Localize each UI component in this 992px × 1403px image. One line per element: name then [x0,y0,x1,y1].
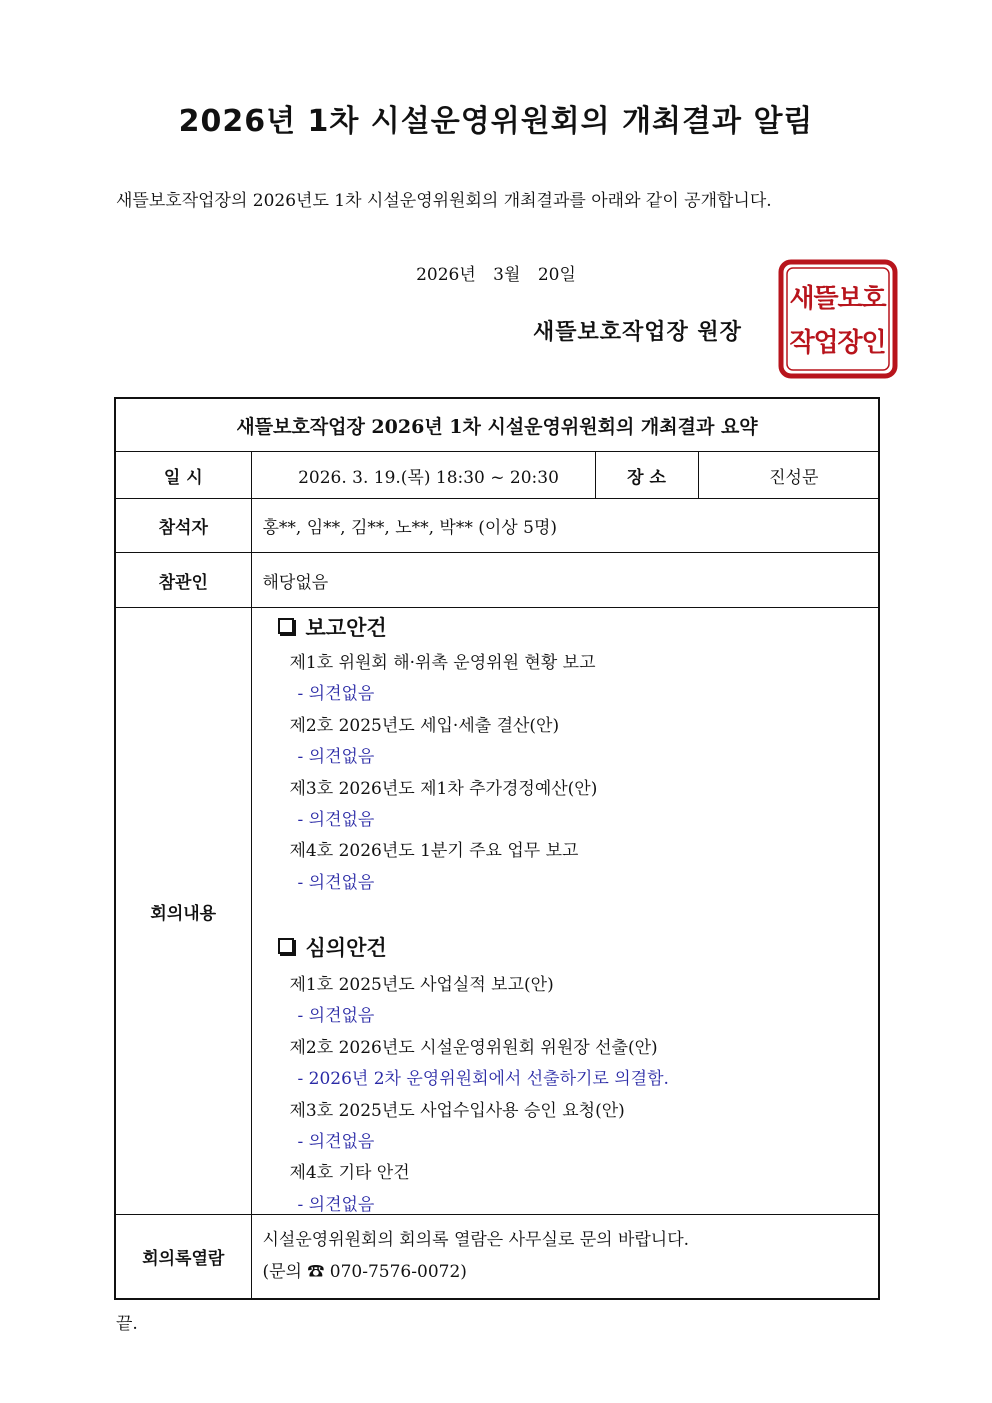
meeting-content [251,608,879,1215]
summary-header: 새뜰보호작업장 2026년 1차 시설운영위원회의 개최결과 요약 [115,398,879,452]
seal-char: 뜰 [813,284,839,314]
report-item-4: 제4호 2026년도 1분기 주요 업무 보고 [289,841,579,861]
report-opinion-1: - 의견없음 [297,684,375,704]
report-item-2: 제2호 2025년도 세입·세출 결산(안) [289,716,560,736]
checkbox-icon [278,938,294,954]
official-seal [778,259,898,379]
deliberation-item-1: 제1호 2025년도 사업실적 보고(안) [289,975,554,995]
contact-phone: 070-7576-0072) [329,1262,467,1283]
report-opinion-3: - 의견없음 [297,810,375,830]
observers-value: 해당없음 [251,553,879,608]
minutes-value [251,1215,879,1299]
summary-table [114,397,880,1300]
report-section-label: 보고안건 [305,615,387,640]
report-opinion-2: - 의견없음 [297,747,375,767]
deliberation-item-3: 제3호 2025년도 사업수입사용 승인 요청(안) [289,1101,625,1121]
deliberation-section-label: 심의안건 [305,935,387,960]
checkbox-icon [278,618,294,634]
issuer-name: 새뜰보호작업장 원장 [533,319,742,345]
seal-char: 작 [789,328,815,358]
minutes-label: 회의록열람 [115,1215,251,1299]
report-section-title [278,612,387,642]
report-item-1: 제1호 위원회 해·위촉 운영위원 현황 보고 [289,653,596,673]
end-mark: 끝. [116,1314,138,1334]
report-opinion-4: - 의견없음 [297,873,375,893]
observers-label: 참관인 [115,553,251,608]
seal-char: 인 [861,328,887,358]
seal-char: 장 [837,328,863,358]
date-label: 일 시 [115,452,251,499]
seal-char: 호 [861,284,887,314]
deliberation-opinion-1: - 의견없음 [297,1006,375,1026]
place-label: 장 소 [595,452,698,499]
minutes-line-2 [263,1256,879,1288]
phone-icon: ☎ [307,1262,325,1283]
contact-prefix: (문의 [262,1262,302,1283]
content-label: 회의내용 [115,608,251,1215]
attendees-value: 홍**, 임**, 김**, 노**, 박** (이상 5명) [251,499,879,553]
attendees-label: 참석자 [115,499,251,553]
deliberation-item-4: 제4호 기타 안건 [289,1163,410,1183]
deliberation-opinion-3: - 의견없음 [297,1132,375,1152]
place-value: 진성문 [698,452,879,499]
intro-text: 새뜰보호작업장의 2026년도 1차 시설운영위원회의 개최결과를 아래와 같이 공개합니다. [116,191,772,211]
notice-date: 2026년 3월 20일 [416,265,576,285]
seal-char: 새 [789,284,815,314]
document-title: 2026년 1차 시설운영위원회의 개최결과 알림 [178,104,814,139]
deliberation-opinion-4: - 의견없음 [297,1195,375,1215]
report-item-3: 제3호 2026년도 제1차 추가경정예산(안) [289,779,598,799]
deliberation-item-2: 제2호 2026년도 시설운영위원회 위원장 선출(안) [289,1038,658,1058]
date-value: 2026. 3. 19.(목) 18:30 ~ 20:30 [251,452,595,499]
deliberation-section-title [278,932,387,962]
deliberation-opinion-2: - 2026년 2차 운영위원회에서 선출하기로 의결함. [297,1069,669,1089]
seal-char: 업 [813,328,839,358]
minutes-line-1: 시설운영위원회의 회의록 열람은 사무실로 문의 바랍니다. [262,1230,690,1251]
seal-char: 보 [837,284,863,314]
